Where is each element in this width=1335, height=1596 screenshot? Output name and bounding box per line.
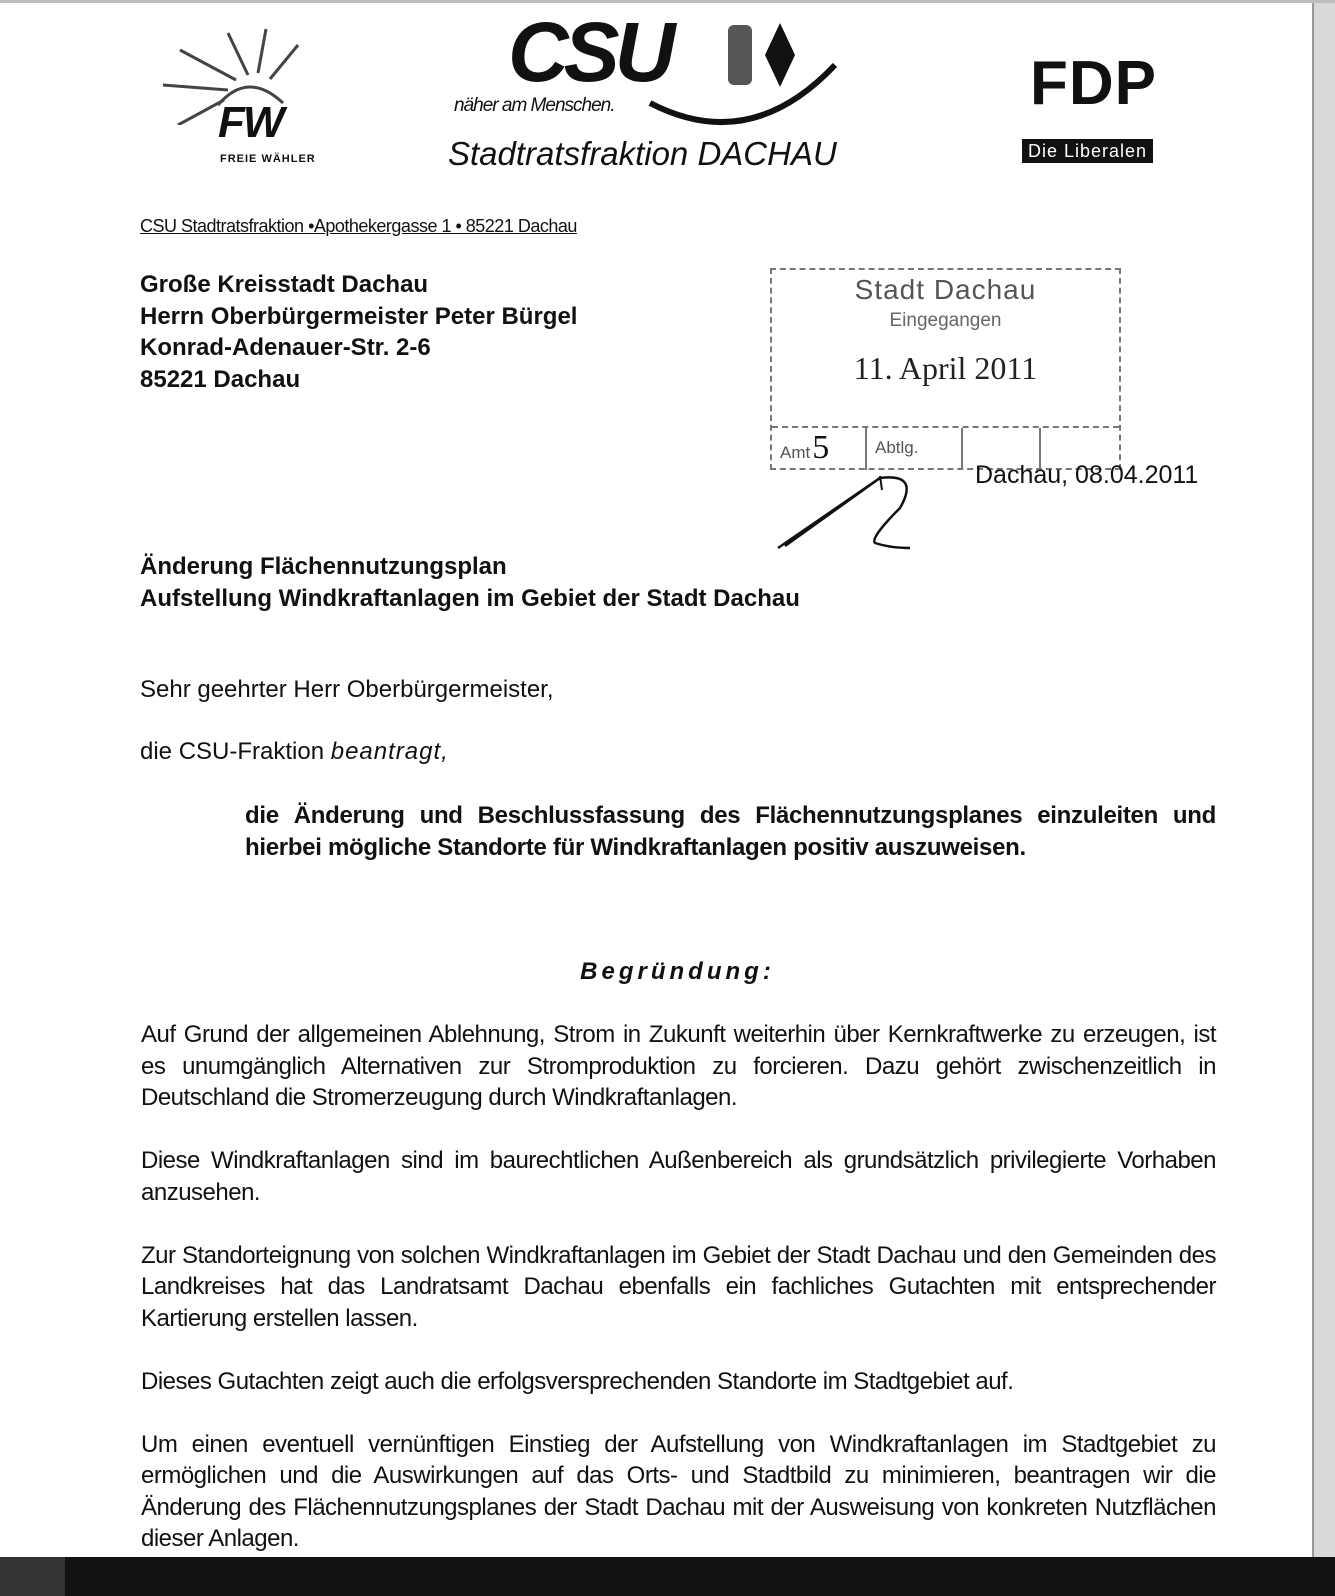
paragraph: Dieses Gutachten zeigt auch die erfolgsversprechenden Standorte im Stadtgebiet auf. bbox=[141, 1367, 1014, 1395]
fdp-logo-text: FDP bbox=[1030, 49, 1157, 118]
stamp-amt-value: 5 bbox=[812, 429, 830, 466]
freie-waehler-logo bbox=[158, 25, 358, 175]
stamp-amt-label: Amt bbox=[780, 443, 811, 462]
stamp-authority: Stadt Dachau bbox=[854, 274, 1037, 305]
viewer-bottom-bar bbox=[65, 1557, 1335, 1596]
received-stamp bbox=[770, 268, 1121, 470]
stamp-amt-cell bbox=[772, 428, 867, 470]
intro-emphasis: beantragt, bbox=[330, 738, 449, 765]
reasoning-heading: Begründung: bbox=[580, 958, 775, 985]
csu-fraktion-title: Stadtratsfraktion DACHAU bbox=[448, 135, 837, 172]
intro-prefix: die CSU-Fraktion bbox=[140, 738, 331, 765]
csu-slogan: näher am Menschen. bbox=[454, 95, 615, 116]
subject bbox=[140, 551, 800, 614]
stamp-abtlg-cell bbox=[867, 428, 963, 470]
recipient-line: Konrad-Adenauer-Str. 2-6 bbox=[140, 334, 431, 361]
salutation: Sehr geehrter Herr Oberbürgermeister, bbox=[140, 676, 554, 703]
fdp-logo-subtitle: Die Liberalen bbox=[1022, 139, 1153, 163]
paragraph: Diese Windkraftanlagen sind im baurechtlichen Außenbereich als grundsätzlich privilegierte Vorhaben anzusehen. bbox=[141, 1147, 1216, 1206]
recipient-line: Herrn Oberbürgermeister Peter Bürgel bbox=[140, 302, 578, 330]
subject-line: Aufstellung Windkraftanlagen im Gebiet der Stadt Dachau bbox=[140, 584, 800, 612]
csu-logo-text: CSU bbox=[508, 5, 671, 99]
document-page bbox=[0, 3, 1314, 1557]
viewer-bottom-edge bbox=[0, 1557, 65, 1596]
lion-and-swoosh-icon bbox=[450, 5, 870, 145]
fw-logo-text: FW bbox=[218, 98, 283, 147]
stamp-abtlg-label: Abtlg. bbox=[875, 438, 919, 457]
stamp-date: 11. April 2011 bbox=[853, 350, 1038, 386]
intro-line bbox=[140, 738, 449, 766]
fdp-logo bbox=[1028, 49, 1157, 161]
csu-logo bbox=[448, 5, 870, 185]
recipient-line: Große Kreisstadt Dachau bbox=[140, 271, 429, 298]
letter-date: Dachau, 08.04.2011 bbox=[975, 461, 1199, 489]
subject-line: Änderung Flächennutzungsplan bbox=[140, 553, 507, 580]
paragraph: Zur Standorteignung von solchen Windkraftanlagen im Gebiet der Stadt Dachau und den Gemeinden des Landkreises hat das Landratsamt Dachau ebenfalls ein fachliches Gutachten mit entsprechender Kartierung erstellen lassen. bbox=[141, 1241, 1216, 1332]
sender-line: CSU Stadtratsfraktion •Apothekergasse 1 • 85221 Dachau bbox=[140, 216, 577, 236]
recipient-address bbox=[140, 269, 577, 395]
reasoning-body bbox=[141, 1019, 1216, 1586]
stamp-status: Eingegangen bbox=[889, 310, 1002, 331]
paragraph: Um einen eventuell vernünftigen Einstieg der Aufstellung von Windkraftanlagen im Stadtgebiet zu ermöglichen und die Auswirkungen auf das Orts- und Stadtbild zu minimieren, beantragen wir die Änderung des Flächennutzungsplanes der Stadt Dachau mit der Ausweisung von konkreten Nutzflächen dieser Anlagen. bbox=[141, 1430, 1216, 1552]
fw-logo-subtitle: FREIE WÄHLER bbox=[220, 153, 316, 165]
motion-text: die Änderung und Beschlussfassung des Flächennutzungsplanes einzuleiten und hierbei mögliche Standorte für Windkraftanlagen positiv auszuweisen. bbox=[245, 802, 1216, 861]
paragraph: Auf Grund der allgemeinen Ablehnung, Strom in Zukunft weiterhin über Kernkraftwerke zu erzeugen, ist es unumgänglich Alternativen zur Stromproduktion zu forcieren. Dazu gehört zwischenzeitlich in Deutschland die Stromerzeugung durch Windkraftanlagen. bbox=[141, 1021, 1216, 1111]
recipient-line: 85221 Dachau bbox=[140, 365, 301, 393]
